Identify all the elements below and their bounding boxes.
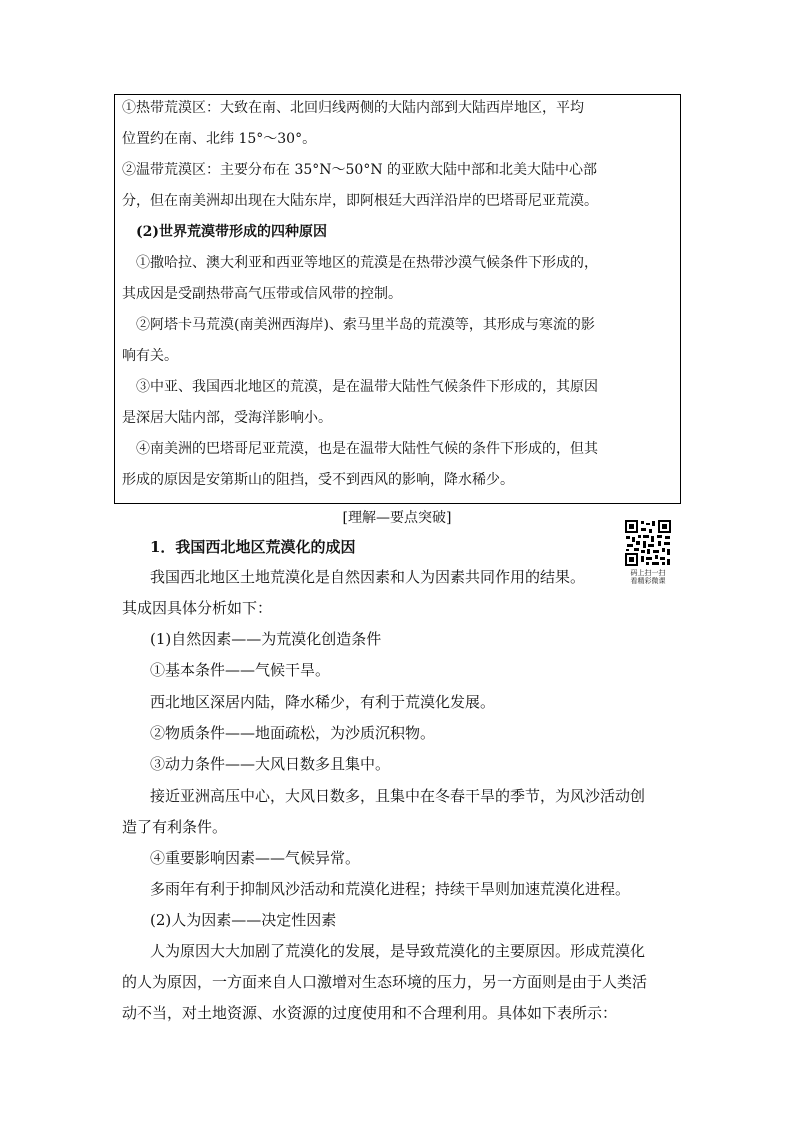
box-para1-line2: 位置约在南、北纬 15°～30°。 [122,131,317,147]
human-factors-heading: (2)人为因素——决定性因素 [150,911,337,929]
natural-item1-desc: 西北地区深居内陆，降水稀少，有利于荒漠化发展。 [150,693,496,711]
box-cause4-line1: ④南美洲的巴塔哥尼亚荒漠，也是在温带大陆性气候的条件下形成的，但其 [136,441,598,457]
natural-factors-heading: (1)自然因素——为荒漠化创造条件 [150,630,382,648]
main-intro-line2: 其成因具体分析如下： [122,599,273,617]
box-cause3-line1: ③中亚、我国西北地区的荒漠，是在温带大陆性气候条件下形成的，其原因 [136,379,598,395]
box-para1-line1: ①热带荒漠区：大致在南、北回归线两侧的大陆内部到大陆西岸地区，平均 [122,100,584,116]
box-cause2-line1: ②阿塔卡马荒漠(南美洲西海岸)、索马里半岛的荒漠等，其形成与寒流的影 [136,317,595,333]
human-desc-line2: 的人为原因，一方面来自人口激增对生态环境的压力，另一方面则是由于人类活 [122,973,648,991]
box-para2-line2: 分，但在南美洲却出现在大陆东岸，即阿根廷大西洋沿岸的巴塔哥尼亚荒漠。 [122,193,598,209]
human-desc-line1: 人为原因大大加剧了荒漠化的发展，是导致荒漠化的主要原因。形成荒漠化 [150,942,646,960]
section-title: [理解—要点突破] [342,510,452,526]
qr-caption-line2: 看精彩微课 [630,577,666,585]
natural-item1: ①基本条件——气候干旱。 [150,661,331,679]
box-cause4-line2: 形成的原因是安第斯山的阻挡，受不到西风的影响，降水稀少。 [122,472,514,488]
natural-item3: ③动力条件——大风日数多且集中。 [150,755,391,773]
main-heading: 1．我国西北地区荒漠化的成因 [150,538,356,556]
natural-item3-desc-line2: 造了有利条件。 [122,818,228,836]
box-cause3-line2: 是深居大陆内部，受海洋影响小。 [122,410,332,426]
box-cause2-line2: 响有关。 [122,348,178,364]
natural-item4: ④重要影响因素——气候异常。 [150,849,361,867]
box-cause1-line2: 其成因是受副热带高气压带或信风带的控制。 [122,286,402,302]
qr-caption-line1: 码上扫一扫 [630,569,666,577]
qr-caption [618,569,678,585]
box-subheading: (2)世界荒漠带形成的四种原因 [136,224,327,240]
natural-item3-desc-line1: 接近亚洲高压中心，大风日数多，且集中在冬春干旱的季节，为风沙活动创 [150,787,646,805]
natural-item2: ②物质条件——地面疏松，为沙质沉积物。 [150,724,436,742]
box-cause1-line1: ①撒哈拉、澳大利亚和西亚等地区的荒漠是在热带沙漠气候条件下形成的， [136,255,598,271]
human-desc-line3: 动不当，对土地资源、水资源的过度使用和不合理利用。具体如下表所示： [122,1004,618,1022]
qr-code-icon[interactable] [624,519,672,567]
main-intro-line1: 我国西北地区土地荒漠化是自然因素和人为因素共同作用的结果。 [150,568,586,586]
box-para2-line1: ②温带荒漠区：主要分布在 35°N～50°N 的亚欧大陆中部和北美大陆中心部 [122,162,598,178]
natural-item4-desc: 多雨年有利于抑制风沙活动和荒漠化进程；持续干旱则加速荒漠化进程。 [150,880,631,898]
